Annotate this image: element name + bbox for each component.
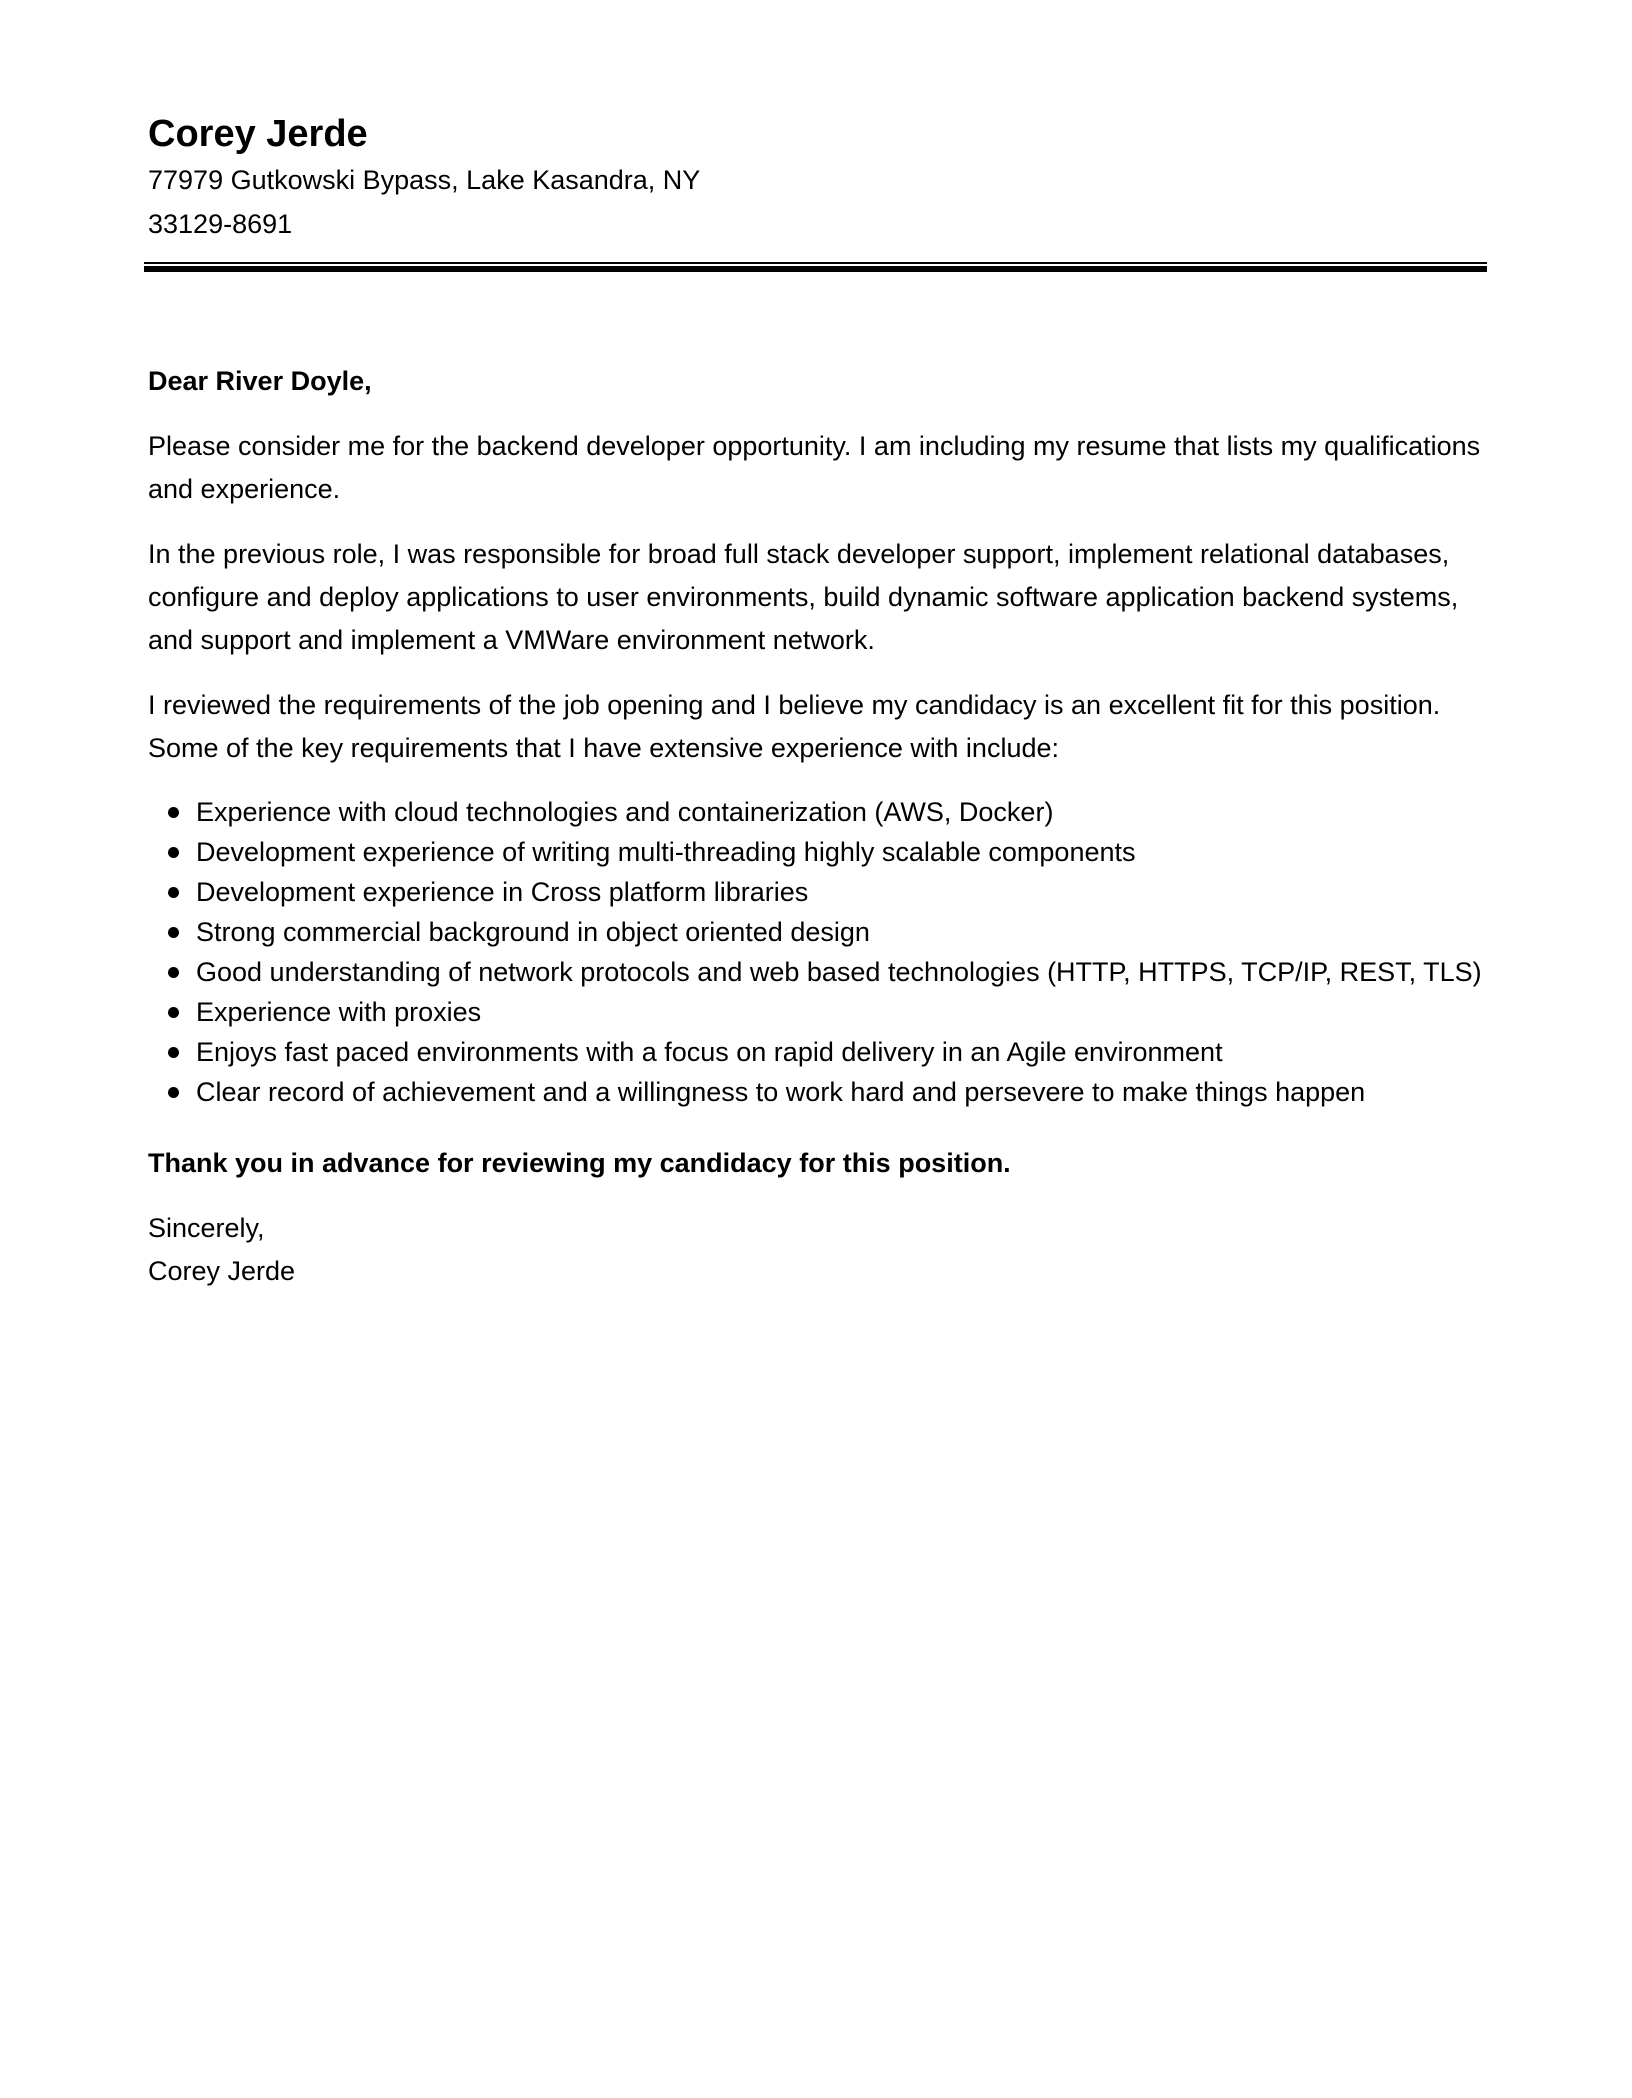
bullet-icon (168, 887, 179, 898)
requirements-list (148, 792, 1483, 1112)
list-item-text: Enjoys fast paced environments with a focus on rapid delivery in an Agile environment (196, 1037, 1223, 1067)
list-item-text: Strong commercial background in object oriented design (196, 917, 870, 947)
header-divider-thick-line (144, 266, 1487, 272)
list-item (196, 952, 1483, 992)
salutation: Dear River Doyle, (148, 366, 372, 396)
list-item (196, 792, 1483, 832)
bullet-icon (168, 847, 179, 858)
closing-statement: Thank you in advance for reviewing my candidacy for this position. (148, 1148, 1011, 1178)
list-item (196, 1032, 1483, 1072)
list-item-text: Clear record of achievement and a willingness to work hard and persevere to make things happen (196, 1077, 1366, 1107)
list-item-text: Development experience in Cross platform libraries (196, 877, 809, 907)
paragraph-requirements-intro: I reviewed the requirements of the job opening and I believe my candidacy is an excellent fit for this position. Some of the key requirements that I have extensive experience with include: (148, 690, 1441, 763)
sender-name: Corey Jerde (148, 113, 368, 155)
bullet-icon (168, 967, 179, 978)
bullet-icon (168, 807, 179, 818)
valediction: Sincerely, (148, 1213, 265, 1243)
list-item (196, 912, 1483, 952)
bullet-icon (168, 927, 179, 938)
header-divider-thin-line (144, 262, 1487, 264)
paragraph-previous-role: In the previous role, I was responsible for broad full stack developer support, implement relational databases, configure and deploy applications to user environments, build dynamic software application backend systems, and support and implement a VMWare environment network. (148, 539, 1459, 655)
letter-body (148, 360, 1483, 1293)
list-item-text: Experience with cloud technologies and containerization (AWS, Docker) (196, 797, 1054, 827)
sender-address-line-1: 77979 Gutkowski Bypass, Lake Kasandra, NY (148, 165, 701, 195)
bullet-icon (168, 1007, 179, 1018)
list-item-text: Experience with proxies (196, 997, 482, 1027)
list-item (196, 992, 1483, 1032)
list-item (196, 832, 1483, 872)
paragraph-intro: Please consider me for the backend developer opportunity. I am including my resume that lists my qualifications and experience. (148, 431, 1481, 504)
signature-name: Corey Jerde (148, 1256, 296, 1286)
list-item-text: Development experience of writing multi-threading highly scalable components (196, 837, 1136, 867)
bullet-icon (168, 1087, 179, 1098)
sender-address-line-2: 33129-8691 (148, 209, 293, 239)
header-divider (144, 262, 1487, 272)
list-item (196, 1072, 1483, 1112)
list-item (196, 872, 1483, 912)
cover-letter-page (148, 110, 1483, 1293)
list-item-text: Good understanding of network protocols and web based technologies (HTTP, HTTPS, TCP/IP, REST, TLS) (196, 957, 1482, 987)
bullet-icon (168, 1047, 179, 1058)
